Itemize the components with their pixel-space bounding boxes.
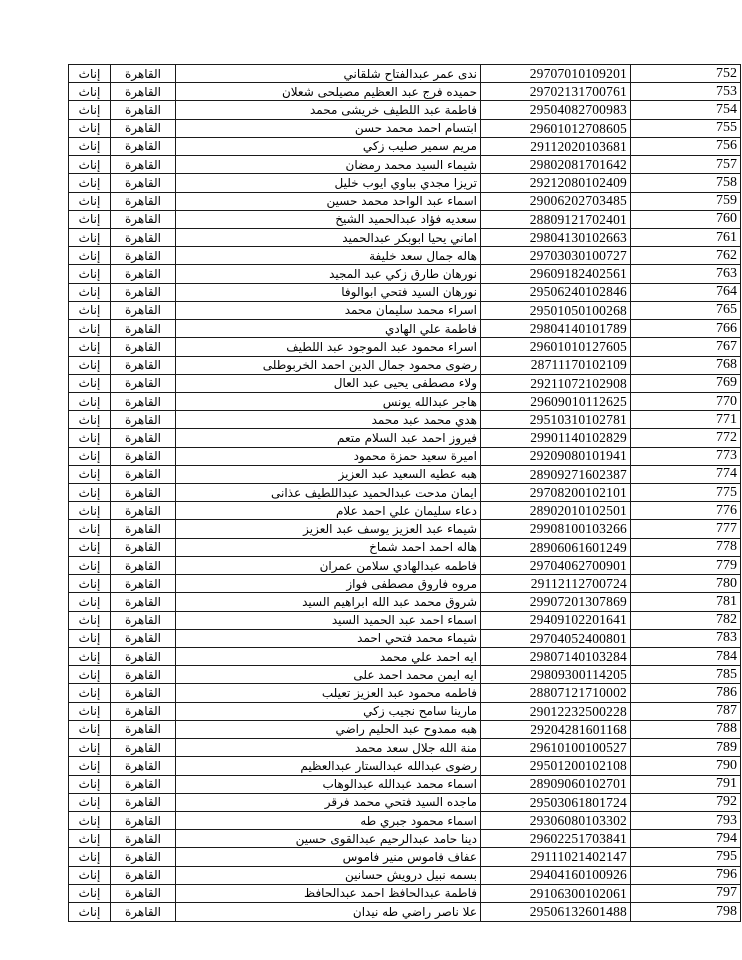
serial-cell: 769 <box>631 374 741 392</box>
governorate-cell: القاهرة <box>111 465 176 483</box>
table-row <box>69 866 741 884</box>
gender-cell: إناث <box>69 666 111 684</box>
governorate-cell: القاهرة <box>111 83 176 101</box>
table-row <box>69 156 741 174</box>
gender-cell: إناث <box>69 301 111 319</box>
serial-cell: 792 <box>631 793 741 811</box>
serial-cell: 798 <box>631 903 741 922</box>
name-cell: نورهان السيد فتحي ابوالوفا <box>176 283 481 301</box>
national-id-cell: 29504082700983 <box>481 101 631 119</box>
table-row <box>69 848 741 866</box>
national-id-cell: 29704052400801 <box>481 629 631 647</box>
national-id-cell: 28711170102109 <box>481 356 631 374</box>
serial-cell: 794 <box>631 830 741 848</box>
governorate-cell: القاهرة <box>111 629 176 647</box>
national-id-cell: 29704062700901 <box>481 556 631 574</box>
gender-cell: إناث <box>69 684 111 702</box>
name-cell: ندى عمر عبدالفتاح شلقاني <box>176 65 481 83</box>
table-row <box>69 702 741 720</box>
gender-cell: إناث <box>69 903 111 922</box>
table-row <box>69 228 741 246</box>
table-row <box>69 903 741 922</box>
table-row <box>69 65 741 83</box>
serial-cell: 787 <box>631 702 741 720</box>
serial-cell: 791 <box>631 775 741 793</box>
governorate-cell: القاهرة <box>111 320 176 338</box>
serial-cell: 795 <box>631 848 741 866</box>
name-cell: هدي محمد عبد محمد <box>176 411 481 429</box>
national-id-cell: 29901140102829 <box>481 429 631 447</box>
name-cell: سعديه فؤاد عبدالحميد الشيخ <box>176 210 481 228</box>
name-cell: ولاء مصطفى يحيى عبد العال <box>176 374 481 392</box>
gender-cell: إناث <box>69 629 111 647</box>
table-row <box>69 101 741 119</box>
gender-cell: إناث <box>69 338 111 356</box>
national-id-cell: 29211072102908 <box>481 374 631 392</box>
gender-cell: إناث <box>69 374 111 392</box>
table-row <box>69 775 741 793</box>
gender-cell: إناث <box>69 538 111 556</box>
table-row <box>69 338 741 356</box>
national-id-cell: 29602251703841 <box>481 830 631 848</box>
table-row <box>69 320 741 338</box>
governorate-cell: القاهرة <box>111 283 176 301</box>
national-id-cell: 29503061801724 <box>481 793 631 811</box>
serial-cell: 764 <box>631 283 741 301</box>
gender-cell: إناث <box>69 192 111 210</box>
table-row <box>69 575 741 593</box>
table-row <box>69 666 741 684</box>
serial-cell: 768 <box>631 356 741 374</box>
gender-cell: إناث <box>69 502 111 520</box>
governorate-cell: القاهرة <box>111 575 176 593</box>
gender-cell: إناث <box>69 228 111 246</box>
serial-cell: 778 <box>631 538 741 556</box>
national-id-cell: 29804140101789 <box>481 320 631 338</box>
national-id-cell: 29506240102846 <box>481 283 631 301</box>
serial-cell: 765 <box>631 301 741 319</box>
governorate-cell: القاهرة <box>111 611 176 629</box>
national-id-cell: 29804130102663 <box>481 228 631 246</box>
serial-cell: 755 <box>631 119 741 137</box>
national-id-cell: 29907201307869 <box>481 593 631 611</box>
governorate-cell: القاهرة <box>111 538 176 556</box>
name-cell: اسماء محمود جبري طه <box>176 811 481 829</box>
table-row <box>69 392 741 410</box>
serial-cell: 771 <box>631 411 741 429</box>
national-id-cell: 29111021402147 <box>481 848 631 866</box>
table-row <box>69 247 741 265</box>
table-row <box>69 301 741 319</box>
national-id-cell: 29708200102101 <box>481 484 631 502</box>
name-cell: هبه ممدوح عبد الحليم راضي <box>176 720 481 738</box>
serial-cell: 776 <box>631 502 741 520</box>
table-row <box>69 447 741 465</box>
national-id-cell: 29106300102061 <box>481 884 631 902</box>
gender-cell: إناث <box>69 83 111 101</box>
table-row <box>69 520 741 538</box>
serial-cell: 766 <box>631 320 741 338</box>
table-row <box>69 283 741 301</box>
national-id-cell: 28909060102701 <box>481 775 631 793</box>
gender-cell: إناث <box>69 484 111 502</box>
serial-cell: 789 <box>631 739 741 757</box>
national-id-cell: 29409102201641 <box>481 611 631 629</box>
national-id-cell: 29610100100527 <box>481 739 631 757</box>
gender-cell: إناث <box>69 392 111 410</box>
national-id-cell: 29404160100926 <box>481 866 631 884</box>
governorate-cell: القاهرة <box>111 811 176 829</box>
national-id-cell: 29204281601168 <box>481 720 631 738</box>
governorate-cell: القاهرة <box>111 502 176 520</box>
governorate-cell: القاهرة <box>111 757 176 775</box>
serial-cell: 770 <box>631 392 741 410</box>
gender-cell: إناث <box>69 720 111 738</box>
gender-cell: إناث <box>69 283 111 301</box>
gender-cell: إناث <box>69 429 111 447</box>
table-row <box>69 374 741 392</box>
national-id-cell: 29501200102108 <box>481 757 631 775</box>
serial-cell: 793 <box>631 811 741 829</box>
name-cell: فيروز احمد عبد السلام متعم <box>176 429 481 447</box>
governorate-cell: القاهرة <box>111 720 176 738</box>
serial-cell: 773 <box>631 447 741 465</box>
table-row <box>69 793 741 811</box>
gender-cell: إناث <box>69 575 111 593</box>
governorate-cell: القاهرة <box>111 884 176 902</box>
name-cell: شيماء السيد محمد رمضان <box>176 156 481 174</box>
serial-cell: 796 <box>631 866 741 884</box>
name-cell: شروق محمد عبد الله ابراهيم السيد <box>176 593 481 611</box>
name-cell: هبه عطيه السعيد عبد العزيز <box>176 465 481 483</box>
national-id-cell: 29212080102409 <box>481 174 631 192</box>
name-cell: مارينا سامح نجيب زكي <box>176 702 481 720</box>
national-id-cell: 29802081701642 <box>481 156 631 174</box>
serial-cell: 780 <box>631 575 741 593</box>
table-row <box>69 757 741 775</box>
governorate-cell: القاهرة <box>111 210 176 228</box>
governorate-cell: القاهرة <box>111 356 176 374</box>
table-body <box>69 65 741 922</box>
national-id-cell: 29501050100268 <box>481 301 631 319</box>
table-row <box>69 811 741 829</box>
governorate-cell: القاهرة <box>111 903 176 922</box>
name-cell: بسمه نبيل درويش حسانين <box>176 866 481 884</box>
governorate-cell: القاهرة <box>111 119 176 137</box>
serial-cell: 786 <box>631 684 741 702</box>
table-row <box>69 502 741 520</box>
serial-cell: 777 <box>631 520 741 538</box>
name-cell: اميرة سعيد حمزة محمود <box>176 447 481 465</box>
serial-cell: 757 <box>631 156 741 174</box>
gender-cell: إناث <box>69 156 111 174</box>
gender-cell: إناث <box>69 247 111 265</box>
name-cell: تريزا مجدي بباوي ايوب خليل <box>176 174 481 192</box>
table-row <box>69 720 741 738</box>
gender-cell: إناث <box>69 793 111 811</box>
name-cell: فاطمه عبدالهادي سلامن عمران <box>176 556 481 574</box>
table-row <box>69 210 741 228</box>
voter-roster-table <box>68 64 741 922</box>
national-id-cell: 29809300114205 <box>481 666 631 684</box>
table-row <box>69 83 741 101</box>
table-row <box>69 174 741 192</box>
name-cell: فاطمة علي الهادي <box>176 320 481 338</box>
name-cell: حميده فرج عبد العظيم مصيلحى شعلان <box>176 83 481 101</box>
governorate-cell: القاهرة <box>111 429 176 447</box>
table-row <box>69 356 741 374</box>
governorate-cell: القاهرة <box>111 866 176 884</box>
governorate-cell: القاهرة <box>111 137 176 155</box>
gender-cell: إناث <box>69 265 111 283</box>
table-row <box>69 429 741 447</box>
gender-cell: إناث <box>69 356 111 374</box>
serial-cell: 788 <box>631 720 741 738</box>
national-id-cell: 29807140103284 <box>481 648 631 666</box>
name-cell: عفاف فاموس منير فاموس <box>176 848 481 866</box>
table-row <box>69 830 741 848</box>
name-cell: ايمان مدحت عبدالحميد عبداللطيف عذانى <box>176 484 481 502</box>
name-cell: رضوى محمود جمال الدين احمد الخربوطلى <box>176 356 481 374</box>
serial-cell: 767 <box>631 338 741 356</box>
national-id-cell: 29908100103266 <box>481 520 631 538</box>
table-row <box>69 538 741 556</box>
name-cell: اسراء محمود عبد الموجود عبد اللطيف <box>176 338 481 356</box>
name-cell: دعاء سليمان علي احمد علام <box>176 502 481 520</box>
name-cell: اسراء محمد سليمان محمد <box>176 301 481 319</box>
gender-cell: إناث <box>69 174 111 192</box>
table-row <box>69 556 741 574</box>
name-cell: فاطمه محمود عبد العزيز تعيلب <box>176 684 481 702</box>
gender-cell: إناث <box>69 101 111 119</box>
gender-cell: إناث <box>69 137 111 155</box>
national-id-cell: 28902010102501 <box>481 502 631 520</box>
gender-cell: إناث <box>69 210 111 228</box>
serial-cell: 763 <box>631 265 741 283</box>
gender-cell: إناث <box>69 465 111 483</box>
serial-cell: 758 <box>631 174 741 192</box>
name-cell: شيماء عبد العزيز يوسف عبد العزيز <box>176 520 481 538</box>
name-cell: شيماء محمد فتحي احمد <box>176 629 481 647</box>
national-id-cell: 29703030100727 <box>481 247 631 265</box>
gender-cell: إناث <box>69 775 111 793</box>
gender-cell: إناث <box>69 320 111 338</box>
gender-cell: إناث <box>69 411 111 429</box>
name-cell: نورهان طارق زكي عبد المجيد <box>176 265 481 283</box>
governorate-cell: القاهرة <box>111 830 176 848</box>
serial-cell: 752 <box>631 65 741 83</box>
table-row <box>69 611 741 629</box>
gender-cell: إناث <box>69 830 111 848</box>
national-id-cell: 29209080101941 <box>481 447 631 465</box>
name-cell: اسماء محمد عبدالله عبدالوهاب <box>176 775 481 793</box>
table-row <box>69 137 741 155</box>
table-row <box>69 648 741 666</box>
gender-cell: إناث <box>69 884 111 902</box>
name-cell: دينا حامد عبدالرحيم عبدالقوى حسين <box>176 830 481 848</box>
gender-cell: إناث <box>69 611 111 629</box>
serial-cell: 785 <box>631 666 741 684</box>
governorate-cell: القاهرة <box>111 374 176 392</box>
governorate-cell: القاهرة <box>111 265 176 283</box>
national-id-cell: 28807121710002 <box>481 684 631 702</box>
name-cell: ايه احمد علي محمد <box>176 648 481 666</box>
governorate-cell: القاهرة <box>111 192 176 210</box>
governorate-cell: القاهرة <box>111 702 176 720</box>
table-row <box>69 265 741 283</box>
governorate-cell: القاهرة <box>111 520 176 538</box>
gender-cell: إناث <box>69 866 111 884</box>
table-row <box>69 593 741 611</box>
name-cell: ابتسام احمد محمد حسن <box>176 119 481 137</box>
governorate-cell: القاهرة <box>111 338 176 356</box>
gender-cell: إناث <box>69 593 111 611</box>
governorate-cell: القاهرة <box>111 793 176 811</box>
serial-cell: 754 <box>631 101 741 119</box>
gender-cell: إناث <box>69 520 111 538</box>
serial-cell: 782 <box>631 611 741 629</box>
governorate-cell: القاهرة <box>111 684 176 702</box>
governorate-cell: القاهرة <box>111 666 176 684</box>
name-cell: فاطمة عبد اللطيف خريشى محمد <box>176 101 481 119</box>
table-row <box>69 465 741 483</box>
governorate-cell: القاهرة <box>111 156 176 174</box>
serial-cell: 779 <box>631 556 741 574</box>
table-row <box>69 684 741 702</box>
serial-cell: 760 <box>631 210 741 228</box>
governorate-cell: القاهرة <box>111 447 176 465</box>
governorate-cell: القاهرة <box>111 301 176 319</box>
gender-cell: إناث <box>69 757 111 775</box>
serial-cell: 775 <box>631 484 741 502</box>
national-id-cell: 28809121702401 <box>481 210 631 228</box>
name-cell: اسماء احمد عبد الحميد السيد <box>176 611 481 629</box>
table-row <box>69 192 741 210</box>
national-id-cell: 29112112700724 <box>481 575 631 593</box>
governorate-cell: القاهرة <box>111 484 176 502</box>
national-id-cell: 28909271602387 <box>481 465 631 483</box>
gender-cell: إناث <box>69 556 111 574</box>
name-cell: علا ناصر راضي طه نيدان <box>176 903 481 922</box>
serial-cell: 784 <box>631 648 741 666</box>
governorate-cell: القاهرة <box>111 739 176 757</box>
gender-cell: إناث <box>69 447 111 465</box>
governorate-cell: القاهرة <box>111 848 176 866</box>
gender-cell: إناث <box>69 119 111 137</box>
gender-cell: إناث <box>69 648 111 666</box>
governorate-cell: القاهرة <box>111 392 176 410</box>
national-id-cell: 29510310102781 <box>481 411 631 429</box>
serial-cell: 762 <box>631 247 741 265</box>
governorate-cell: القاهرة <box>111 593 176 611</box>
table-row <box>69 629 741 647</box>
national-id-cell: 29601010127605 <box>481 338 631 356</box>
table-row <box>69 884 741 902</box>
national-id-cell: 29707010109201 <box>481 65 631 83</box>
national-id-cell: 29506132601488 <box>481 903 631 922</box>
governorate-cell: القاهرة <box>111 556 176 574</box>
national-id-cell: 29112020103681 <box>481 137 631 155</box>
governorate-cell: القاهرة <box>111 648 176 666</box>
governorate-cell: القاهرة <box>111 775 176 793</box>
serial-cell: 797 <box>631 884 741 902</box>
national-id-cell: 29609010112625 <box>481 392 631 410</box>
national-id-cell: 29306080103302 <box>481 811 631 829</box>
gender-cell: إناث <box>69 811 111 829</box>
serial-cell: 783 <box>631 629 741 647</box>
name-cell: مريم سمير صليب زكي <box>176 137 481 155</box>
national-id-cell: 29609182402561 <box>481 265 631 283</box>
gender-cell: إناث <box>69 848 111 866</box>
name-cell: منة الله جلال سعد محمد <box>176 739 481 757</box>
national-id-cell: 28906061601249 <box>481 538 631 556</box>
name-cell: هاله احمد احمد شماخ <box>176 538 481 556</box>
gender-cell: إناث <box>69 739 111 757</box>
name-cell: هاجر عبدالله يونس <box>176 392 481 410</box>
national-id-cell: 29012232500228 <box>481 702 631 720</box>
gender-cell: إناث <box>69 702 111 720</box>
national-id-cell: 29702131700761 <box>481 83 631 101</box>
governorate-cell: القاهرة <box>111 65 176 83</box>
name-cell: اماني يحيا ابوبكر عبدالحميد <box>176 228 481 246</box>
serial-cell: 753 <box>631 83 741 101</box>
serial-cell: 781 <box>631 593 741 611</box>
name-cell: ايه ايمن محمد احمد على <box>176 666 481 684</box>
national-id-cell: 29006202703485 <box>481 192 631 210</box>
name-cell: اسماء عبد الواحد محمد حسين <box>176 192 481 210</box>
serial-cell: 756 <box>631 137 741 155</box>
name-cell: مروه فاروق مصطفى فواز <box>176 575 481 593</box>
table-row <box>69 484 741 502</box>
table-row <box>69 411 741 429</box>
serial-cell: 772 <box>631 429 741 447</box>
name-cell: فاطمة عبدالحافظ احمد عبدالحافظ <box>176 884 481 902</box>
table-row <box>69 119 741 137</box>
serial-cell: 790 <box>631 757 741 775</box>
governorate-cell: القاهرة <box>111 247 176 265</box>
table-row <box>69 739 741 757</box>
governorate-cell: القاهرة <box>111 174 176 192</box>
national-id-cell: 29601012708605 <box>481 119 631 137</box>
governorate-cell: القاهرة <box>111 228 176 246</box>
governorate-cell: القاهرة <box>111 101 176 119</box>
serial-cell: 774 <box>631 465 741 483</box>
gender-cell: إناث <box>69 65 111 83</box>
serial-cell: 761 <box>631 228 741 246</box>
name-cell: ماجده السيد فتحي محمد فرقر <box>176 793 481 811</box>
governorate-cell: القاهرة <box>111 411 176 429</box>
serial-cell: 759 <box>631 192 741 210</box>
name-cell: رضوى عبدالله عبدالستار عبدالعظيم <box>176 757 481 775</box>
name-cell: هاله جمال سعد خليفة <box>176 247 481 265</box>
